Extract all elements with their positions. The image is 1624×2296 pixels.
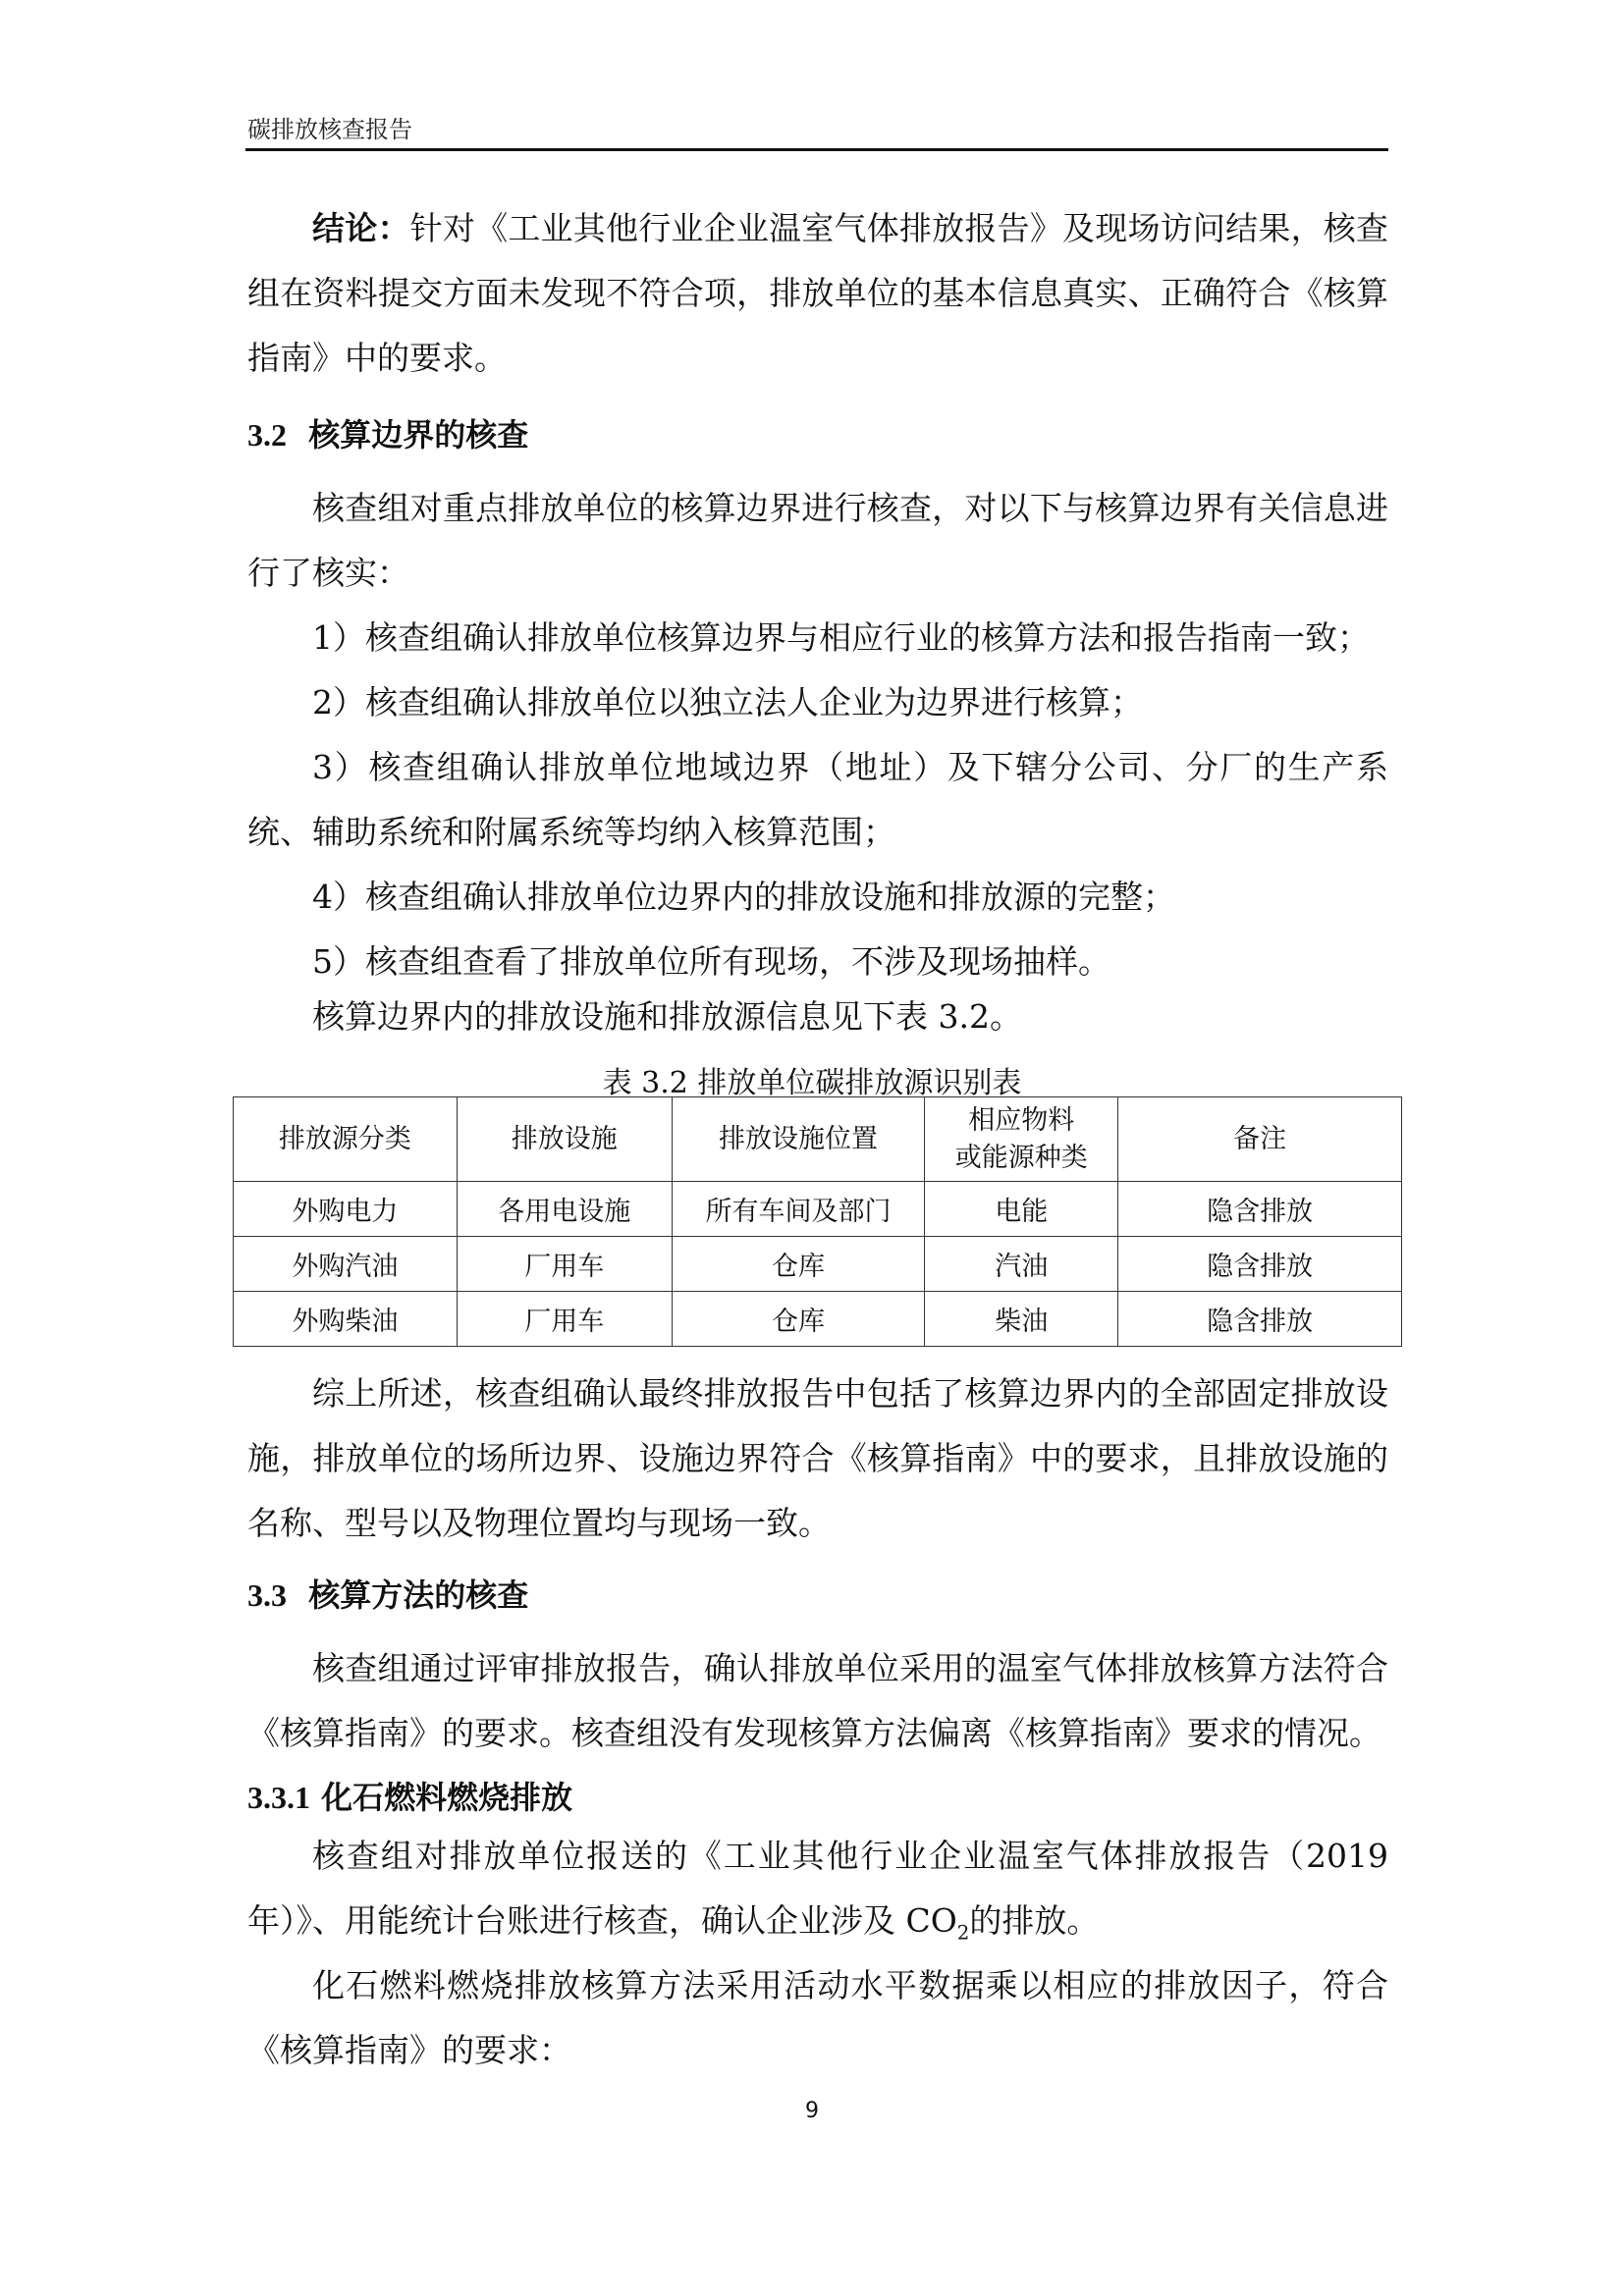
table-cell: 厂用车 [457,1237,672,1292]
conclusion-text: 针对《工业其他行业企业温室气体排放报告》及现场访问结果，核查组在资料提交方面未发现不符合项，排放单位的基本信息真实、正确符合《核算指南》中的要求。 [247,209,1388,377]
header-text: 相应物料 [968,1104,1075,1136]
header-cell [234,1097,458,1182]
table-caption: 表 3.2 排放单位碳排放源识别表 [602,1066,1022,1100]
header-divider [245,148,1388,151]
header-text: 排放源分类 [278,1123,411,1154]
header-text: 排放设施 [511,1123,618,1154]
section-3-2-summary: 综上所述，核查组确认最终排放报告中包括了核算边界内的全部固定排放设施，排放单位的场所边界、设施边界符合《核算指南》中的要求，且排放设施的名称、型号以及物理位置均与现场一致。 [247,1374,1388,1542]
paragraph-text: 的排放。 [969,1901,1100,1940]
table-cell: 外购柴油 [234,1292,458,1347]
table-cell: 厂用车 [457,1292,672,1347]
section-3-3-1-paragraph-2: 化石燃料燃烧排放核算方法采用活动水平数据乘以相应的排放因子，符合《核算指南》的要求： [247,1966,1388,2069]
table-cell: 电能 [925,1182,1118,1237]
table-cell: 隐含排放 [1118,1237,1402,1292]
section-number: 3.3.1 [247,1780,310,1815]
section-3-3-heading [247,1571,528,1616]
header-text: 排放设施位置 [718,1123,878,1154]
conclusion-label: 结论： [312,209,410,247]
header-text: 备注 [1233,1123,1287,1154]
section-3-3-1-heading [247,1773,572,1818]
header-cell [1118,1097,1402,1182]
section-number: 3.2 [247,417,287,453]
list-item: 5）核查组查看了排放单位所有现场，不涉及现场抽样。 [312,942,1110,981]
list-item: 3）核查组确认排放单位地域边界（地址）及下辖分公司、分厂的生产系统、辅助系统和附属系统等均纳入核算范围； [247,748,1388,851]
table-cell: 柴油 [925,1292,1118,1347]
header-cell [457,1097,672,1182]
table-cell: 隐含排放 [1118,1292,1402,1347]
header-cell [672,1097,925,1182]
section-title: 核算边界的核查 [308,416,529,454]
table-cell: 各用电设施 [457,1182,672,1237]
section-3-2-heading [247,410,528,455]
table-cell: 隐含排放 [1118,1182,1402,1237]
table-cell: 仓库 [672,1237,925,1292]
section-3-3-text: 核查组通过评审排放报告，确认排放单位采用的温室气体排放核算方法符合《核算指南》的要求。核查组没有发现核算方法偏离《核算指南》要求的情况。 [247,1649,1388,1752]
table-cell: 外购汽油 [234,1237,458,1292]
header-text: 或能源种类 [954,1142,1088,1173]
table-row [234,1182,1402,1237]
section-3-2-intro: 核查组对重点排放单位的核算边界进行核查，对以下与核算边界有关信息进行了核实： [247,489,1388,592]
table-row [234,1292,1402,1347]
section-3-3-1-paragraph-1 [247,1824,1388,1966]
table-cell: 外购电力 [234,1182,458,1237]
section-number: 3.3 [247,1577,287,1613]
conclusion-paragraph [247,196,1388,391]
paragraph-text: 核查组对排放单位报送的《工业其他行业企业温室气体排放报告（2019年）》、用能统计台账进行核查，确认企业涉及 CO [247,1837,1388,1940]
table-cell: 仓库 [672,1292,925,1347]
table-cell: 所有车间及部门 [672,1182,925,1237]
section-title: 化石燃料燃烧排放 [321,1779,573,1816]
table-cell: 汽油 [925,1237,1118,1292]
list-item: 1）核查组确认排放单位核算边界与相应行业的核算方法和报告指南一致； [312,618,1370,657]
emission-source-table [233,1096,1402,1347]
list-item: 2）核查组确认排放单位以独立法人企业为边界进行核算； [312,683,1143,721]
header-cell [925,1097,1118,1182]
table-header-row [234,1097,1402,1182]
list-item: 4）核查组确认排放单位边界内的排放设施和排放源的完整； [312,878,1175,916]
running-header: 碳排放核查报告 [247,116,412,143]
page-number: 9 [805,2099,819,2123]
section-title: 核算方法的核查 [308,1576,529,1614]
table-reference: 核算边界内的排放设施和排放源信息见下表 3.2。 [312,997,1022,1036]
table-row [234,1237,1402,1292]
subscript: 2 [956,1921,970,1945]
